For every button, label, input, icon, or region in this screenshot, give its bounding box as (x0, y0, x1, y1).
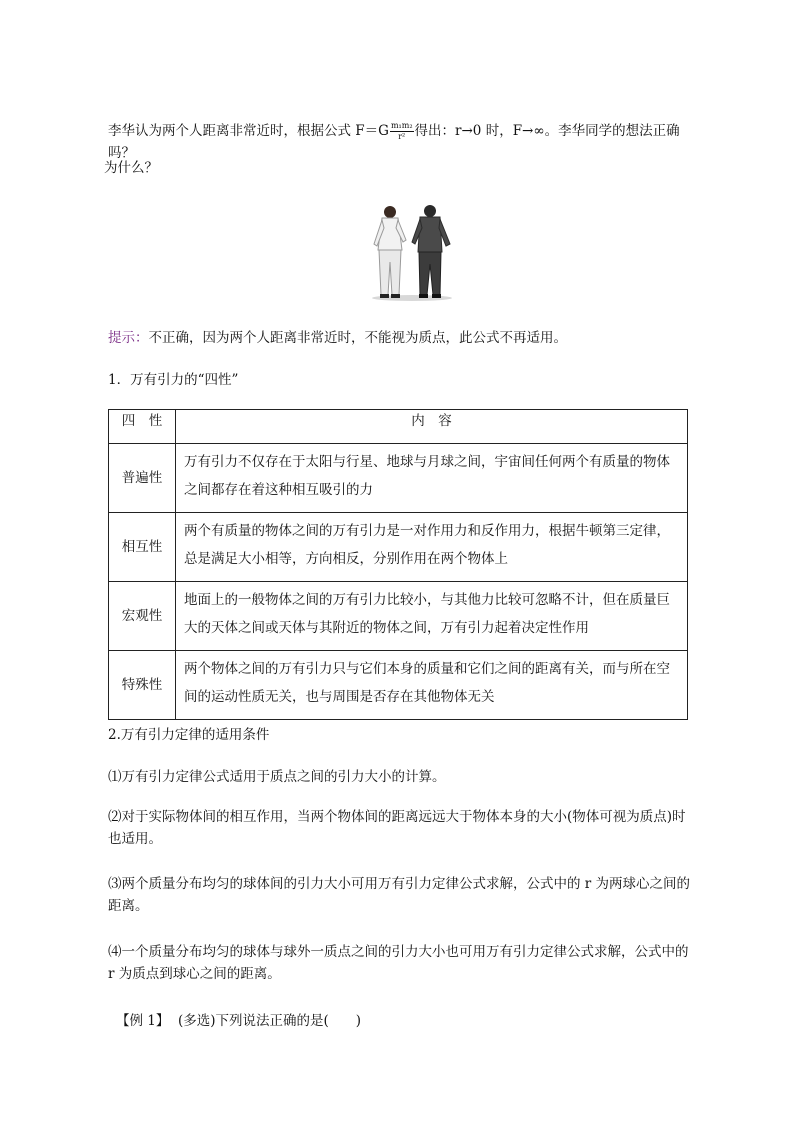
table-cell-content: 地面上的一般物体之间的万有引力比较小，与其他力比较可忽略不计，但在质量巨大的天体之间或天体与其附近的物体之间，万有引力起着决定性作用 (176, 582, 688, 651)
table-cell-content: 万有引力不仅存在于太阳与行星、地球与月球之间，宇宙间任何两个有质量的物体之间都存在着这种相互吸引的力 (176, 444, 688, 513)
hint-paragraph (108, 327, 694, 349)
table-cell-content: 两个物体之间的万有引力只与它们本身的质量和它们之间的距离有关，而与所在空间的运动性质无关，也与周围是否存在其他物体无关 (176, 651, 688, 720)
question-line2: 为什么？ (104, 160, 158, 176)
person-left-figure (374, 206, 406, 298)
example-text: (多选)下列说法正确的是( ) (177, 1013, 362, 1029)
table-cell-content: 两个有质量的物体之间的万有引力是一对作用力和反作用力，根据牛顿第三定律，总是满足大小相等，方向相反，分别作用在两个物体上 (176, 513, 688, 582)
hint-text: 不正确，因为两个人距离非常近时，不能视为质点，此公式不再适用。 (148, 330, 567, 346)
condition-item: ⑴万有引力定律公式适用于质点之间的引力大小的计算。 (108, 769, 446, 785)
section2-title: 2.万有引力定律的适用条件 (108, 727, 270, 743)
table-row (109, 444, 688, 513)
gravity-formula-fraction (390, 121, 414, 142)
table-row (109, 513, 688, 582)
table-row (109, 651, 688, 720)
condition-item: ⑷一个质量分布均匀的球体与球外一质点之间的引力大小也可用万有引力定律公式求解，公式中的 r 为质点到球心之间的距离。 (108, 944, 689, 982)
table-header-content: 内 容 (176, 410, 688, 444)
four-properties-table (108, 409, 688, 720)
table-row (109, 582, 688, 651)
table-header-row (109, 410, 688, 444)
two-people-illustration (360, 200, 460, 302)
condition-item: ⑵对于实际物体间的相互作用，当两个物体间的距离远远大于物体本身的大小(物体可视为质点)时也适用。 (108, 809, 686, 847)
table-cell-property: 宏观性 (109, 582, 176, 651)
table-cell-property: 普遍性 (109, 444, 176, 513)
hint-label: 提示： (108, 330, 149, 346)
table-cell-property: 相互性 (109, 513, 176, 582)
section1-title: 1．万有引力的“四性” (108, 372, 239, 388)
table-header-property: 四 性 (109, 410, 176, 444)
formula-denominator: r² (398, 132, 406, 141)
question-text-after: 得出：r→0 时，F→∞。李华同学的想法正确吗？ (108, 123, 680, 161)
question-text-before: 李华认为两个人距离非常近时，根据公式 F＝G (108, 123, 389, 139)
person-right-figure (412, 205, 450, 298)
condition-item: ⑶两个质量分布均匀的球体间的引力大小可用万有引力定律公式求解，公式中的 r 为两球心之间的距离。 (108, 876, 691, 914)
example-line (116, 1010, 702, 1032)
table-cell-property: 特殊性 (109, 651, 176, 720)
formula-numerator: m₁m₂ (390, 121, 413, 130)
example-label: 【例 1】 (116, 1013, 170, 1029)
